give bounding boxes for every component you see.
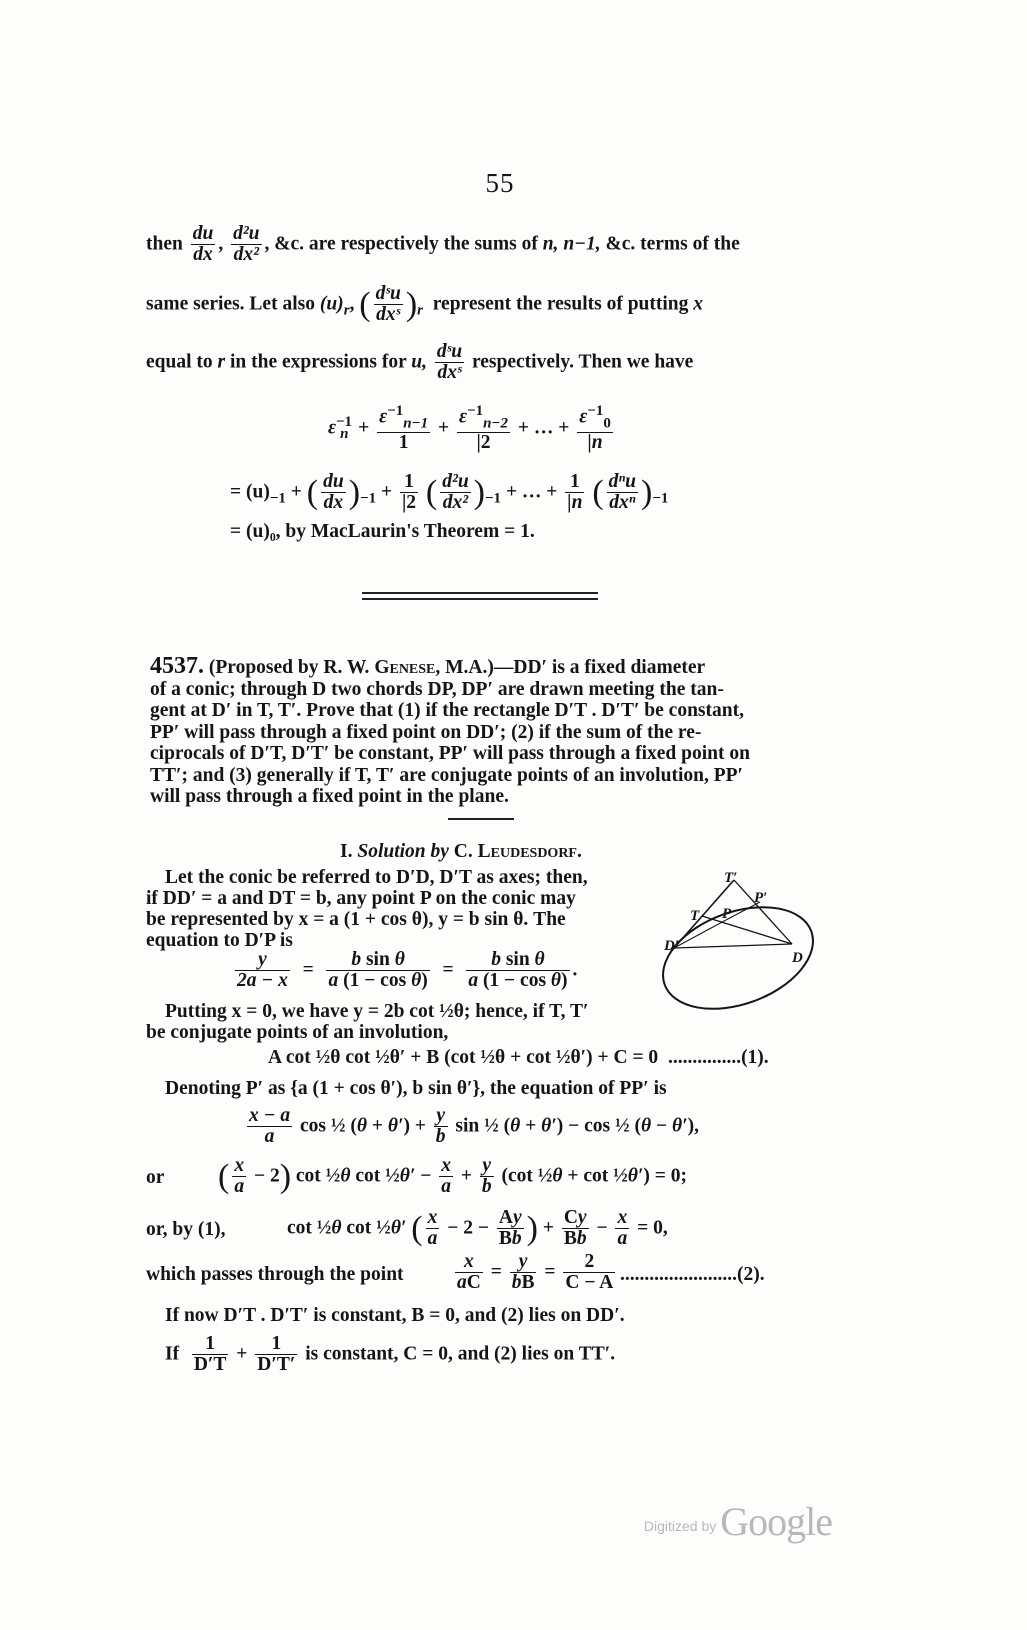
solution-denoting: Denoting P′ as {a (1 + cos θ′), b sin θ′}, the equation of PP′ is (165, 1078, 667, 1099)
problem-number: 4537. (150, 653, 204, 679)
intro-line-1: then $\frac{du}{dx}$ , $\frac{\text{d²u}}{\text{dx²}}$ , &c. are respectively the sums of n, n−1, &c. terms of the (146, 223, 740, 266)
label-D: D (792, 950, 803, 966)
or-label: or (146, 1167, 165, 1188)
equation-DP: $\frac{y}{2a - x}$ = $\frac{\text{b sin θ}}{\text{a (1 − cos θ)}}$ = $\frac{\text{b sin θ}}{\text{a (1 − cos θ)}}$ . (237, 949, 578, 992)
intro-line-3: equal to r in the expressions for u, $\frac{\text{dˢu}}{\text{dxˢ}}$ respectively. Then we have (146, 341, 694, 384)
label-P-prime: P′ (754, 890, 768, 906)
equation-result: = (u)₀, by MacLaurin's Theorem = 1. (230, 521, 535, 542)
problem-statement: 4537. (Proposed by R. W. Genese, M.A.)—DD′ is a fixed diameter of a conic; through D two chords DP, DP′ are drawn meeting the tan- gent at D′ in T, T′. Prove that (1) if the rectangle D′T . D′T′ be constant, PP′ will pass through a fixed point on DD′; (2) if the sum of the re- ciprocals of D′T, D′T′ be constant, PP′ will pass through a fixed point on TT′; and (3) generally if T, T′ are conjugate points of an involution, PP′ will pass through a fixed point in the plane. (150, 653, 750, 807)
solution-heading: I. Solution by C. Leudesdorf. (340, 841, 582, 862)
equation-PP-chord: $\frac{x - a}{a}$ cos ½ (θ + θ′) + $\frac{y}{b}$ sin ½ (θ + θ′) − cos ½ (θ − θ′), (249, 1105, 699, 1148)
short-separator-rule (448, 818, 514, 820)
separator-rule-top (362, 592, 598, 594)
equation-epsilon: $\varepsilon^{-1}_n$ + $\frac{\varepsilon^{-1}_{n-1}}{1}$ + $\frac{\varepsilon^{-1}_{n-2}}{|2}$ + … + $\frac{\varepsilon^{-1}_0}{|n}$ (328, 403, 611, 454)
equation-1: A cot ½θ cot ½θ′ + B (cot ½θ + cot ½θ′) + C = 0 ...............(1). (268, 1047, 769, 1068)
label-P: P (722, 906, 732, 922)
google-watermark: Digitized by Google (643, 1499, 832, 1544)
page-number: 55 (485, 168, 515, 198)
solution-line-2: if DD′ = a and DT = b, any point P on the conic may (146, 888, 576, 909)
intro-line-2: same series. Let also $(u)_r$, ( $\frac{\text{dˢu}}{\text{dxˢ}}$ )$_r$ represent the results of putting x (146, 283, 704, 326)
equation-substituted: cot ½θ cot ½θ′ ( $\frac{x}{a}$ − 2 − $\frac{Ay}{Bb}$ ) + $\frac{Cy}{Bb}$ − $\frac{x}{a}$ = 0, (287, 1207, 668, 1250)
solution-line-5: Putting x = 0, we have y = 2b cot ½θ; hence, if T, T′ (165, 1001, 589, 1022)
if-now-line: If now D′T . D′T′ is constant, B = 0, and (2) lies on DD′. (165, 1305, 625, 1326)
which-passes: which passes through the point (146, 1264, 404, 1285)
equation-maclaurin-series: = $(u)_{-1}$ + ( $\frac{du}{dx}$ )$_{-1}$ + $\frac{1}{|2}$ ( $\frac{\text{d²u}}{\text{dx²}}$ )$_{-1}$ + … + $\frac{1}{|n}$ ( $\frac{\text{dⁿu}}{\text{dxⁿ}}$ )$_{-1}$ (230, 471, 669, 514)
conic-diagram (656, 868, 828, 1014)
if-reciprocal-line: If $\frac{1}{D'T}$ + $\frac{1}{D'T'}$ is constant, C = 0, and (2) lies on TT′. (165, 1333, 616, 1376)
label-T: T (690, 908, 700, 924)
equation-fixed-point: $\frac{x}{aC}$ = $\frac{y}{bB}$ = $\frac{2}{C - A}$ (457, 1251, 614, 1294)
equation-cot-form: ( $\frac{x}{a}$ − 2) cot ½θ cot ½θ′ − $\frac{x}{a}$ + $\frac{y}{b}$ (cot ½θ + cot ½θ′) = 0; (218, 1155, 687, 1198)
separator-rule-bottom (362, 598, 598, 600)
solution-line-3: be represented by x = a (1 + cos θ), y = b sin θ. The (146, 909, 566, 930)
or-by-1-label: or, by (1), (146, 1219, 226, 1240)
equation-2-tag: ........................(2). (620, 1264, 765, 1285)
solution-line-1: Let the conic be referred to D′D, D′T as axes; then, (165, 867, 588, 888)
solution-line-6: be conjugate points of an involution, (146, 1022, 449, 1043)
solution-line-4: equation to D′P is (146, 930, 293, 951)
label-T-prime: T′ (724, 870, 738, 886)
label-D-prime: D′ (664, 938, 680, 954)
